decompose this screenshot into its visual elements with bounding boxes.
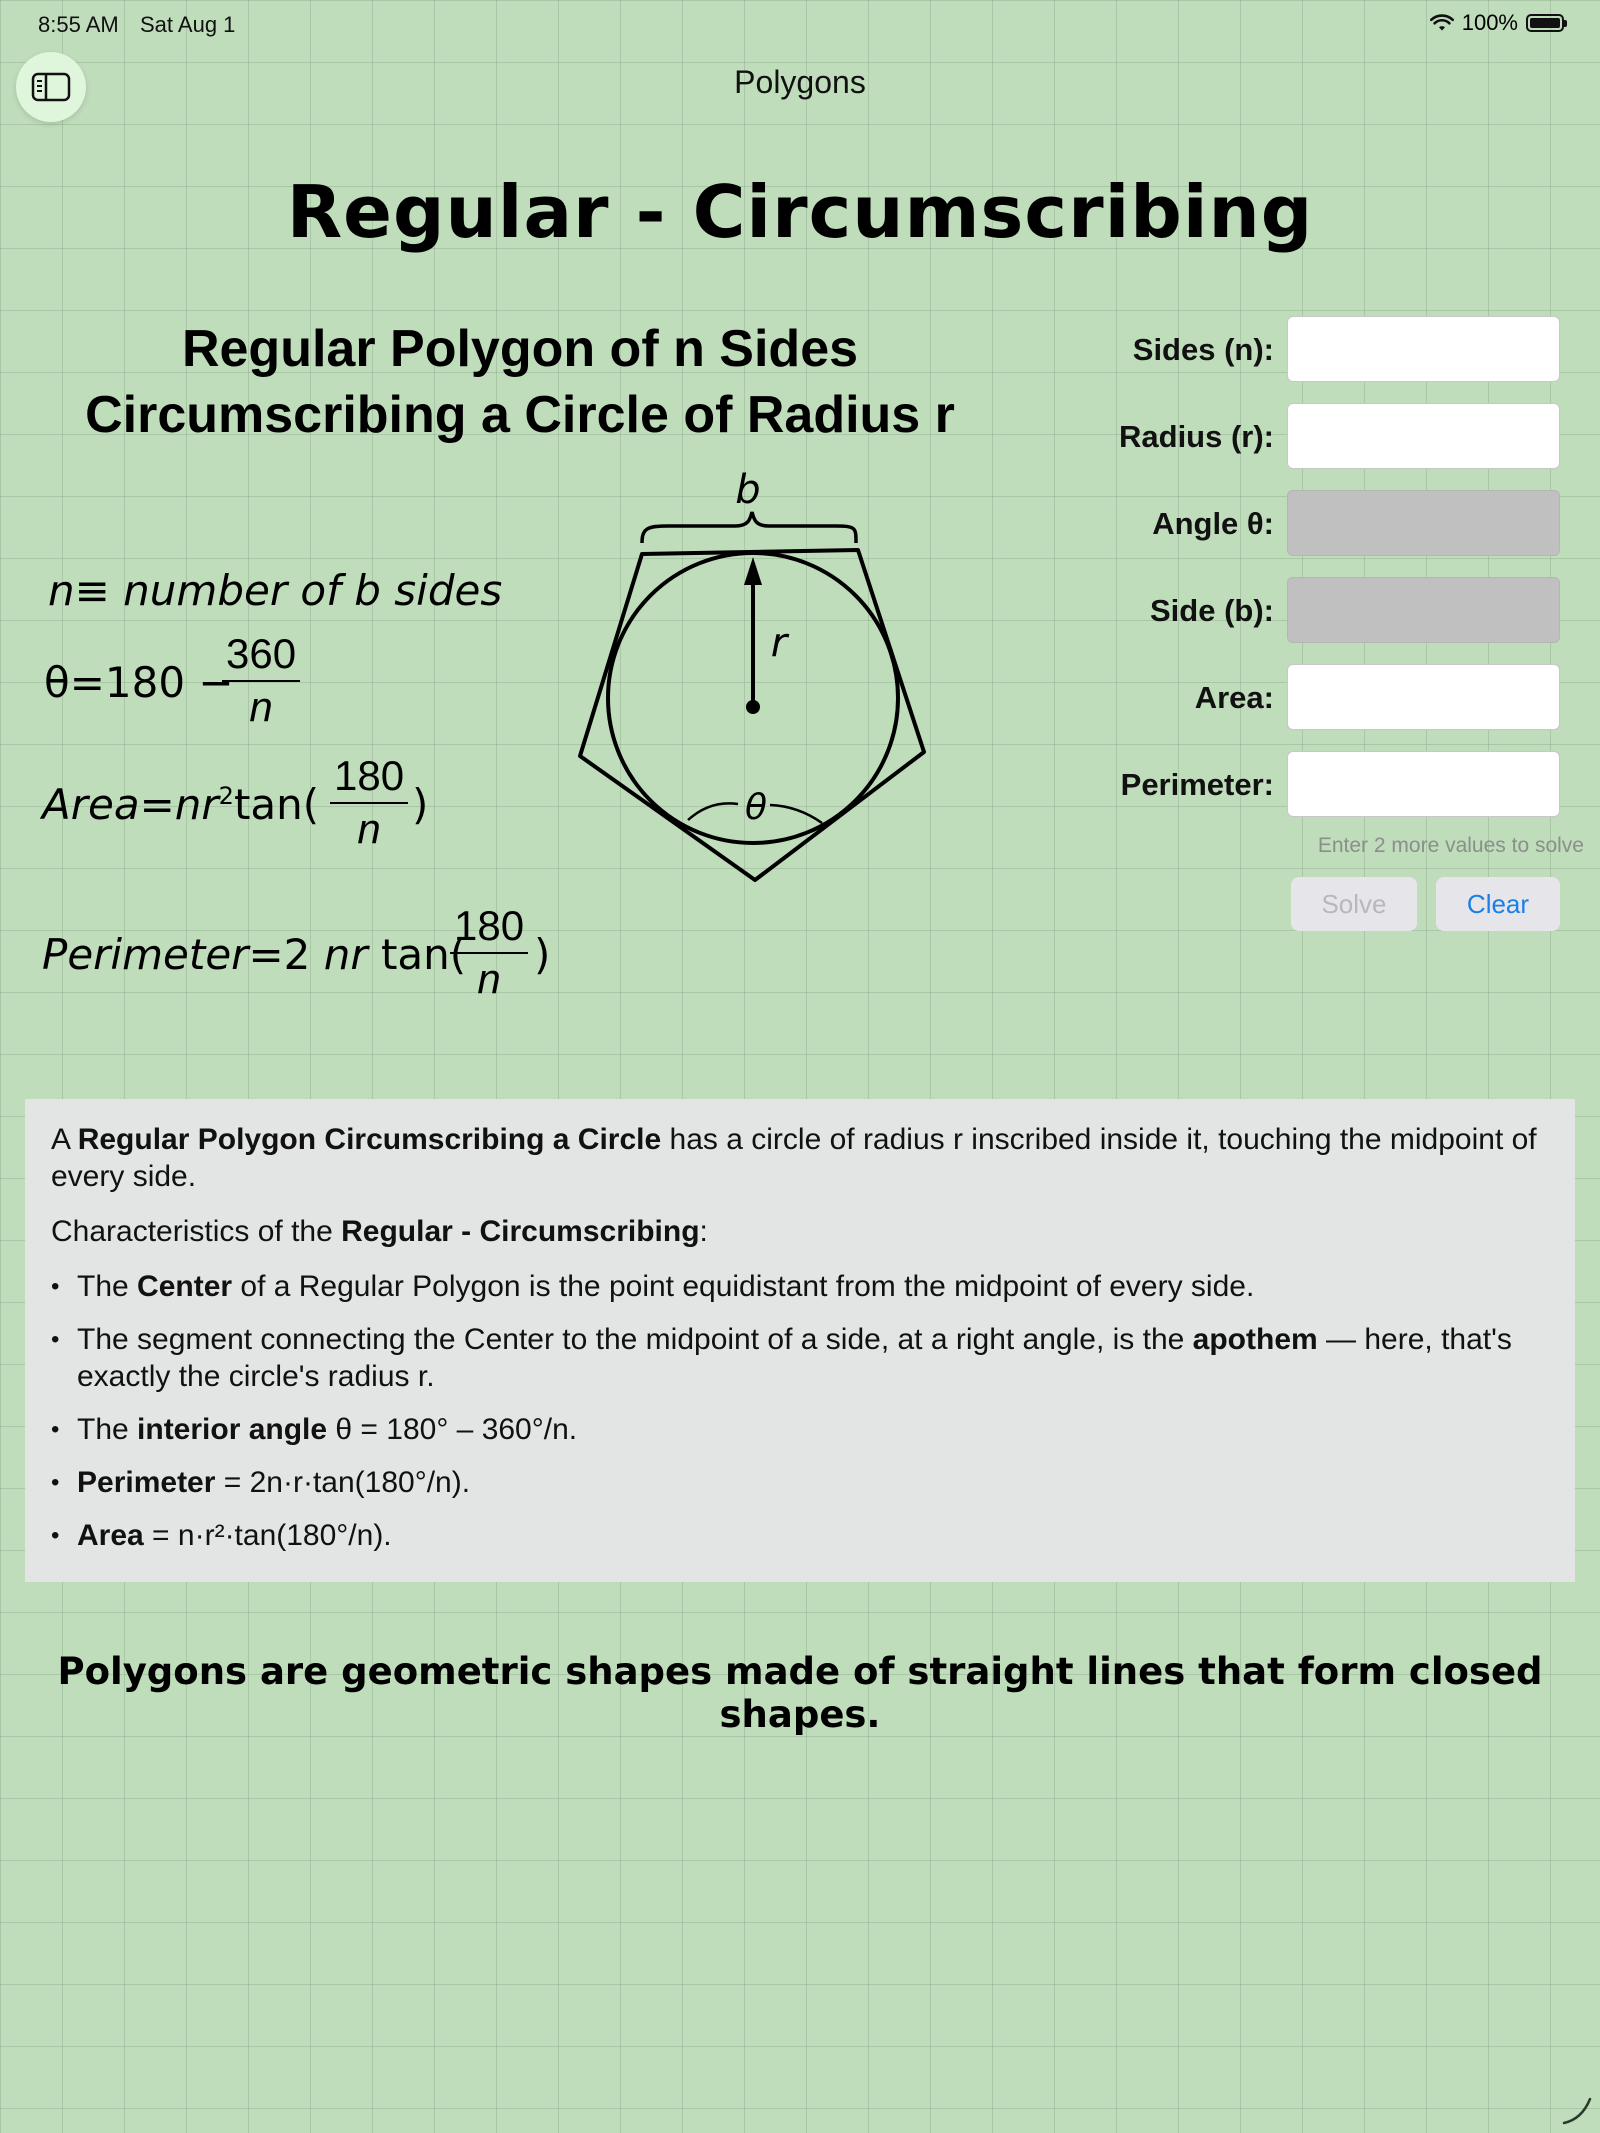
area-input[interactable] bbox=[1287, 664, 1560, 730]
footer-caption: Polygons are geometric shapes made of straight lines that form closed shapes. bbox=[57, 1650, 1543, 1736]
sides-label: Sides (n): bbox=[1132, 332, 1274, 367]
formula-area bbox=[42, 780, 319, 829]
area-label: Area: bbox=[1194, 680, 1274, 715]
label-r: r bbox=[770, 620, 788, 666]
side-b-output bbox=[1287, 577, 1560, 643]
formula-perimeter-tan: tan( bbox=[380, 930, 467, 979]
center-point bbox=[746, 700, 760, 714]
formula-perimeter-eq: =2 bbox=[248, 930, 311, 979]
wifi-icon bbox=[1430, 14, 1454, 32]
status-date: Sat Aug 1 bbox=[140, 12, 236, 37]
perimeter-input[interactable] bbox=[1287, 751, 1560, 817]
radius-input[interactable] bbox=[1287, 403, 1560, 469]
formula-area-numerator: 180 bbox=[330, 752, 408, 804]
perimeter-label: Perimeter: bbox=[1120, 767, 1274, 802]
solve-button[interactable]: Solve bbox=[1291, 877, 1417, 931]
side-b-label: Side (b): bbox=[1150, 593, 1274, 628]
formula-theta-lhs: θ=180 − bbox=[44, 658, 234, 707]
formula-perimeter-nr: nr bbox=[323, 930, 368, 979]
status-indicators bbox=[1430, 10, 1564, 36]
formula-n-definition: n≡ number of b sides bbox=[48, 566, 503, 615]
formula-perimeter-close: ) bbox=[534, 930, 551, 979]
radius-arrowhead bbox=[744, 557, 762, 585]
label-b: b bbox=[735, 467, 761, 513]
list-item: • Area = n·r²·tan(180°/n). bbox=[51, 1517, 1549, 1554]
page-title: Regular - Circumscribing bbox=[286, 170, 1314, 254]
formula-area-tan: tan( bbox=[233, 780, 320, 829]
formula-area-fraction bbox=[330, 752, 408, 854]
sides-input[interactable] bbox=[1287, 316, 1560, 382]
formula-area-exponent: 2 bbox=[218, 782, 234, 810]
battery-percent: 100% bbox=[1461, 10, 1518, 35]
description-intro: A Regular Polygon Circumscribing a Circle has a circle of radius r inscribed inside it, touching the midpoint of every side. bbox=[51, 1123, 1537, 1193]
formula-theta-fraction bbox=[222, 630, 300, 732]
status-time: 8:55 AM bbox=[38, 12, 119, 37]
formula-theta-numerator: 360 bbox=[222, 630, 300, 682]
label-theta: θ bbox=[744, 787, 768, 828]
angle-label: Angle θ: bbox=[1152, 506, 1274, 541]
figure-title-line-2: Circumscribing a Circle of Radius r bbox=[85, 386, 955, 444]
formula-perimeter-denominator: n bbox=[477, 955, 501, 1002]
side-b-brace bbox=[642, 512, 856, 543]
characteristics-list bbox=[51, 1268, 1549, 1554]
formula-area-close: ) bbox=[412, 780, 429, 829]
nav-title: Polygons bbox=[734, 64, 866, 100]
description-panel bbox=[25, 1099, 1575, 1582]
figure-title bbox=[30, 316, 1010, 448]
figure-title-line-1: Regular Polygon of n Sides bbox=[181, 320, 859, 378]
list-item: • Perimeter = 2n·r·tan(180°/n). bbox=[51, 1464, 1549, 1501]
solve-hint: Enter 2 more values to solve bbox=[1317, 834, 1584, 857]
clear-button[interactable]: Clear bbox=[1436, 877, 1560, 931]
resize-grip-icon[interactable] bbox=[1558, 2091, 1594, 2127]
list-item: • The Center of a Regular Polygon is the point equidistant from the midpoint of every side. bbox=[51, 1268, 1549, 1305]
formula-perimeter bbox=[42, 930, 466, 979]
list-item: • The segment connecting the Center to the midpoint of a side, at a right angle, is the apothem — here, that's exactly the circle's radius r. bbox=[51, 1321, 1549, 1395]
formula-theta-denominator: n bbox=[249, 683, 273, 730]
formula-perimeter-fraction bbox=[450, 902, 528, 1004]
description-characteristics-heading: Characteristics of the Regular - Circumscribing: bbox=[51, 1215, 708, 1248]
formula-perimeter-lhs: Perimeter bbox=[42, 930, 249, 979]
polygon-diagram bbox=[560, 460, 960, 900]
formula-area-lhs: Area=nr bbox=[42, 780, 219, 829]
list-item: • The interior angle θ = 180° – 360°/n. bbox=[51, 1411, 1549, 1448]
angle-output bbox=[1287, 490, 1560, 556]
formula-perimeter-numerator: 180 bbox=[450, 902, 528, 954]
battery-icon bbox=[1526, 14, 1564, 32]
radius-label: Radius (r): bbox=[1119, 419, 1274, 454]
formula-area-denominator: n bbox=[357, 805, 381, 852]
